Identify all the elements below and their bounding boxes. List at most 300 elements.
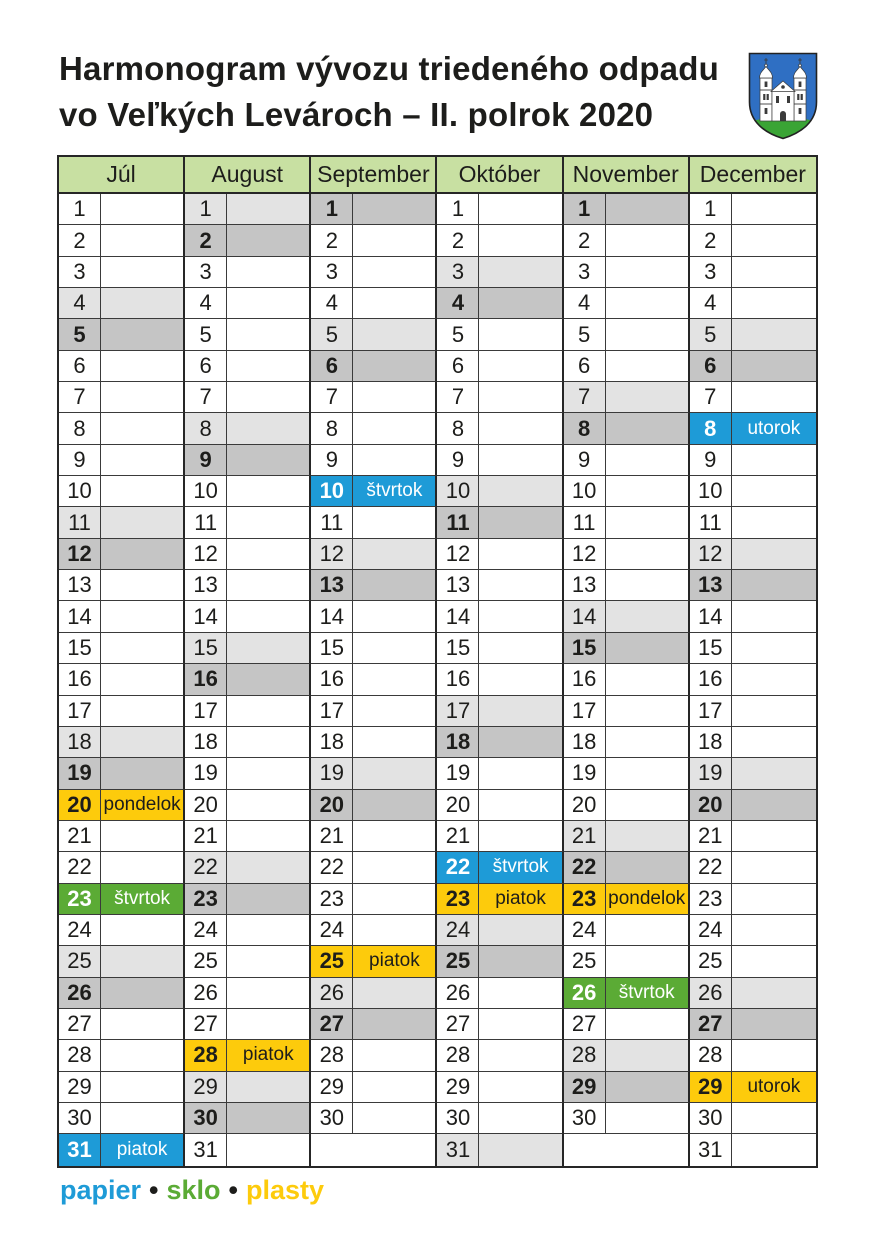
day-note (732, 790, 816, 821)
day-number: 29 (564, 1072, 606, 1103)
day-note (101, 319, 185, 350)
day-number: 22 (185, 852, 227, 883)
day-note (732, 351, 816, 382)
day-number: 20 (311, 790, 353, 821)
day-note (479, 1040, 563, 1071)
day-number: 29 (311, 1072, 353, 1103)
day-number: 6 (437, 351, 479, 382)
day-number: 17 (59, 696, 101, 727)
day-number: 23 (311, 884, 353, 915)
day-note (732, 1040, 816, 1071)
day-number: 6 (564, 351, 606, 382)
day-note (353, 351, 437, 382)
day-note (101, 821, 185, 852)
day-note (227, 507, 311, 538)
day-note (227, 382, 311, 413)
day-number: 25 (59, 946, 101, 977)
day-number: 21 (437, 821, 479, 852)
day-number: 5 (437, 319, 479, 350)
day-note (606, 852, 690, 883)
day-number: 14 (690, 601, 732, 632)
collection-label: štvrtok (101, 884, 185, 915)
day-note (606, 946, 690, 977)
day-note (353, 413, 437, 444)
day-note (732, 758, 816, 789)
day-note (479, 539, 563, 570)
day-number: 2 (311, 225, 353, 256)
day-note (479, 633, 563, 664)
day-note (479, 601, 563, 632)
day-number: 19 (185, 758, 227, 789)
collection-label: piatok (101, 1134, 185, 1165)
day-note (101, 194, 185, 225)
collection-label: pondelok (606, 884, 690, 915)
empty-cell (311, 1134, 437, 1165)
day-number: 14 (185, 601, 227, 632)
day-note (606, 1103, 690, 1134)
day-number: 3 (564, 257, 606, 288)
day-note (606, 1009, 690, 1040)
day-number: 16 (59, 664, 101, 695)
day-number: 3 (690, 257, 732, 288)
day-number: 21 (690, 821, 732, 852)
day-number: 31 (690, 1134, 732, 1165)
day-number: 1 (59, 194, 101, 225)
day-number: 25 (437, 946, 479, 977)
day-note (479, 946, 563, 977)
day-number: 1 (690, 194, 732, 225)
day-number: 23 (564, 884, 606, 915)
day-number: 5 (564, 319, 606, 350)
day-number: 28 (437, 1040, 479, 1071)
day-number: 28 (564, 1040, 606, 1071)
day-number: 8 (690, 413, 732, 444)
day-note (732, 507, 816, 538)
day-number: 16 (311, 664, 353, 695)
day-note (101, 664, 185, 695)
day-note (101, 978, 185, 1009)
day-number: 26 (690, 978, 732, 1009)
day-number: 15 (564, 633, 606, 664)
day-note (479, 194, 563, 225)
day-number: 4 (311, 288, 353, 319)
day-number: 4 (690, 288, 732, 319)
legend (60, 1174, 324, 1206)
day-number: 24 (311, 915, 353, 946)
day-note (606, 664, 690, 695)
day-number: 30 (59, 1103, 101, 1134)
day-note (227, 413, 311, 444)
day-number: 12 (437, 539, 479, 570)
day-note (227, 915, 311, 946)
day-number: 8 (311, 413, 353, 444)
day-number: 8 (59, 413, 101, 444)
day-number: 30 (311, 1103, 353, 1134)
day-number: 10 (690, 476, 732, 507)
month-header: November (564, 157, 690, 194)
day-number: 6 (185, 351, 227, 382)
day-note (227, 1072, 311, 1103)
day-note (479, 1072, 563, 1103)
day-note (353, 1040, 437, 1071)
day-note (227, 1134, 311, 1165)
day-note (606, 413, 690, 444)
collection-label: piatok (227, 1040, 311, 1071)
day-note (227, 758, 311, 789)
day-note (227, 1009, 311, 1040)
day-number: 1 (185, 194, 227, 225)
day-note (479, 727, 563, 758)
day-note (101, 1040, 185, 1071)
collection-label: piatok (479, 884, 563, 915)
day-number: 9 (564, 445, 606, 476)
day-number: 23 (437, 884, 479, 915)
day-number: 26 (59, 978, 101, 1009)
page-title-line-2: vo Veľkých Levároch – II. polrok 2020 (59, 96, 654, 133)
day-note (606, 727, 690, 758)
day-note (101, 1103, 185, 1134)
day-note (606, 476, 690, 507)
collection-label: piatok (353, 946, 437, 977)
day-note (101, 351, 185, 382)
day-note (227, 445, 311, 476)
day-note (101, 601, 185, 632)
coat-of-arms-icon (748, 52, 818, 140)
day-number: 1 (311, 194, 353, 225)
day-number: 15 (59, 633, 101, 664)
day-number: 18 (437, 727, 479, 758)
day-note (353, 601, 437, 632)
day-number: 22 (311, 852, 353, 883)
day-number: 6 (690, 351, 732, 382)
day-number: 11 (690, 507, 732, 538)
day-note (479, 915, 563, 946)
day-number: 2 (59, 225, 101, 256)
day-number: 22 (690, 852, 732, 883)
day-number: 20 (564, 790, 606, 821)
day-number: 21 (311, 821, 353, 852)
day-note (101, 257, 185, 288)
day-number: 21 (59, 821, 101, 852)
day-note (101, 382, 185, 413)
day-note (101, 852, 185, 883)
day-number: 8 (437, 413, 479, 444)
day-note (732, 319, 816, 350)
day-note (479, 821, 563, 852)
day-note (732, 1134, 816, 1165)
day-number: 28 (690, 1040, 732, 1071)
day-number: 12 (59, 539, 101, 570)
day-number: 17 (311, 696, 353, 727)
day-number: 6 (311, 351, 353, 382)
day-number: 30 (437, 1103, 479, 1134)
day-number: 5 (311, 319, 353, 350)
day-note (353, 288, 437, 319)
day-note (227, 978, 311, 1009)
day-note (732, 946, 816, 977)
day-note (353, 978, 437, 1009)
day-number: 22 (564, 852, 606, 883)
day-number: 28 (59, 1040, 101, 1071)
day-number: 23 (59, 884, 101, 915)
day-number: 3 (311, 257, 353, 288)
day-number: 22 (59, 852, 101, 883)
day-note (101, 758, 185, 789)
day-note (479, 570, 563, 601)
day-number: 9 (437, 445, 479, 476)
day-note (606, 257, 690, 288)
day-number: 26 (437, 978, 479, 1009)
day-number: 19 (311, 758, 353, 789)
day-number: 27 (564, 1009, 606, 1040)
day-note (353, 884, 437, 915)
day-number: 31 (185, 1134, 227, 1165)
page-title (59, 46, 719, 138)
day-note (353, 790, 437, 821)
day-number: 18 (690, 727, 732, 758)
day-number: 20 (185, 790, 227, 821)
day-number: 17 (690, 696, 732, 727)
day-note (101, 445, 185, 476)
day-number: 13 (564, 570, 606, 601)
legend-item-sklo: sklo (166, 1175, 221, 1205)
day-note (101, 539, 185, 570)
day-note (479, 225, 563, 256)
day-note (606, 758, 690, 789)
day-number: 22 (437, 852, 479, 883)
day-note (732, 727, 816, 758)
day-note (479, 696, 563, 727)
day-number: 2 (185, 225, 227, 256)
day-note (227, 351, 311, 382)
day-number: 4 (59, 288, 101, 319)
collection-label: štvrtok (479, 852, 563, 883)
day-note (732, 225, 816, 256)
day-number: 7 (185, 382, 227, 413)
day-number: 7 (690, 382, 732, 413)
day-number: 17 (437, 696, 479, 727)
day-number: 14 (59, 601, 101, 632)
day-number: 17 (185, 696, 227, 727)
legend-item-plasty: plasty (245, 1175, 325, 1205)
day-number: 18 (311, 727, 353, 758)
day-number: 25 (185, 946, 227, 977)
day-number: 15 (690, 633, 732, 664)
day-number: 30 (185, 1103, 227, 1134)
collection-label: štvrtok (353, 476, 437, 507)
schedule-table (57, 155, 818, 1168)
day-number: 25 (311, 946, 353, 977)
day-number: 10 (185, 476, 227, 507)
day-number: 15 (185, 633, 227, 664)
day-note (606, 696, 690, 727)
day-number: 27 (185, 1009, 227, 1040)
day-number: 11 (564, 507, 606, 538)
day-note (479, 413, 563, 444)
day-note (606, 1072, 690, 1103)
legend-separator: • (149, 1175, 159, 1205)
day-number: 26 (185, 978, 227, 1009)
day-number: 25 (564, 946, 606, 977)
day-number: 2 (564, 225, 606, 256)
day-number: 25 (690, 946, 732, 977)
day-number: 14 (311, 601, 353, 632)
day-note (227, 539, 311, 570)
month-header: August (185, 157, 311, 194)
day-number: 8 (185, 413, 227, 444)
day-note (606, 821, 690, 852)
day-number: 15 (437, 633, 479, 664)
day-number: 16 (437, 664, 479, 695)
day-number: 27 (690, 1009, 732, 1040)
collection-label: štvrtok (606, 978, 690, 1009)
day-number: 5 (59, 319, 101, 350)
day-note (353, 570, 437, 601)
day-note (101, 225, 185, 256)
day-number: 28 (311, 1040, 353, 1071)
day-number: 26 (564, 978, 606, 1009)
day-number: 24 (690, 915, 732, 946)
day-number: 6 (59, 351, 101, 382)
day-number: 9 (690, 445, 732, 476)
day-note (732, 570, 816, 601)
day-number: 9 (311, 445, 353, 476)
day-note (227, 696, 311, 727)
day-number: 19 (59, 758, 101, 789)
day-note (732, 884, 816, 915)
day-note (479, 790, 563, 821)
day-number: 24 (59, 915, 101, 946)
day-number: 12 (564, 539, 606, 570)
day-note (479, 758, 563, 789)
day-note (101, 727, 185, 758)
day-note (732, 382, 816, 413)
day-number: 13 (311, 570, 353, 601)
day-note (101, 915, 185, 946)
day-number: 16 (185, 664, 227, 695)
day-note (732, 633, 816, 664)
day-number: 14 (564, 601, 606, 632)
day-number: 24 (437, 915, 479, 946)
day-note (353, 194, 437, 225)
day-number: 3 (437, 257, 479, 288)
day-note (479, 1009, 563, 1040)
day-note (227, 633, 311, 664)
day-number: 7 (59, 382, 101, 413)
day-number: 8 (564, 413, 606, 444)
day-note (732, 696, 816, 727)
day-number: 17 (564, 696, 606, 727)
day-number: 1 (437, 194, 479, 225)
day-number: 20 (437, 790, 479, 821)
day-note (353, 445, 437, 476)
day-note (227, 1103, 311, 1134)
day-note (227, 225, 311, 256)
day-note (732, 821, 816, 852)
day-number: 18 (564, 727, 606, 758)
day-note (606, 288, 690, 319)
day-note (227, 852, 311, 883)
day-number: 24 (564, 915, 606, 946)
day-note (732, 601, 816, 632)
day-note (479, 1134, 563, 1165)
day-note (606, 790, 690, 821)
day-note (479, 382, 563, 413)
day-note (227, 601, 311, 632)
day-number: 11 (185, 507, 227, 538)
day-note (353, 382, 437, 413)
day-note (732, 257, 816, 288)
day-number: 18 (59, 727, 101, 758)
day-note (353, 915, 437, 946)
day-number: 27 (59, 1009, 101, 1040)
day-number: 12 (185, 539, 227, 570)
day-note (479, 664, 563, 695)
day-note (227, 319, 311, 350)
day-number: 16 (564, 664, 606, 695)
day-number: 11 (59, 507, 101, 538)
day-note (606, 225, 690, 256)
day-number: 21 (185, 821, 227, 852)
day-number: 29 (185, 1072, 227, 1103)
day-note (732, 1103, 816, 1134)
day-note (479, 257, 563, 288)
day-number: 5 (185, 319, 227, 350)
month-header: September (311, 157, 437, 194)
day-note (101, 946, 185, 977)
day-note (606, 382, 690, 413)
day-note (227, 194, 311, 225)
day-note (227, 946, 311, 977)
day-number: 10 (564, 476, 606, 507)
day-note (606, 445, 690, 476)
day-note (227, 257, 311, 288)
day-number: 29 (59, 1072, 101, 1103)
day-note (101, 696, 185, 727)
day-note (732, 1009, 816, 1040)
day-note (353, 319, 437, 350)
day-note (606, 319, 690, 350)
day-note (353, 664, 437, 695)
day-note (353, 257, 437, 288)
day-note (732, 664, 816, 695)
day-number: 4 (185, 288, 227, 319)
day-note (353, 1072, 437, 1103)
day-note (101, 413, 185, 444)
day-number: 29 (690, 1072, 732, 1103)
day-number: 15 (311, 633, 353, 664)
day-note (606, 539, 690, 570)
day-note (353, 1103, 437, 1134)
day-number: 11 (437, 507, 479, 538)
day-number: 30 (564, 1103, 606, 1134)
day-number: 24 (185, 915, 227, 946)
day-number: 9 (59, 445, 101, 476)
day-number: 9 (185, 445, 227, 476)
day-note (479, 351, 563, 382)
day-number: 20 (690, 790, 732, 821)
day-note (227, 727, 311, 758)
empty-cell (564, 1134, 690, 1165)
day-note (353, 225, 437, 256)
day-note (353, 539, 437, 570)
day-number: 16 (690, 664, 732, 695)
day-number: 29 (437, 1072, 479, 1103)
day-note (732, 915, 816, 946)
day-number: 28 (185, 1040, 227, 1071)
day-note (227, 288, 311, 319)
day-number: 5 (690, 319, 732, 350)
